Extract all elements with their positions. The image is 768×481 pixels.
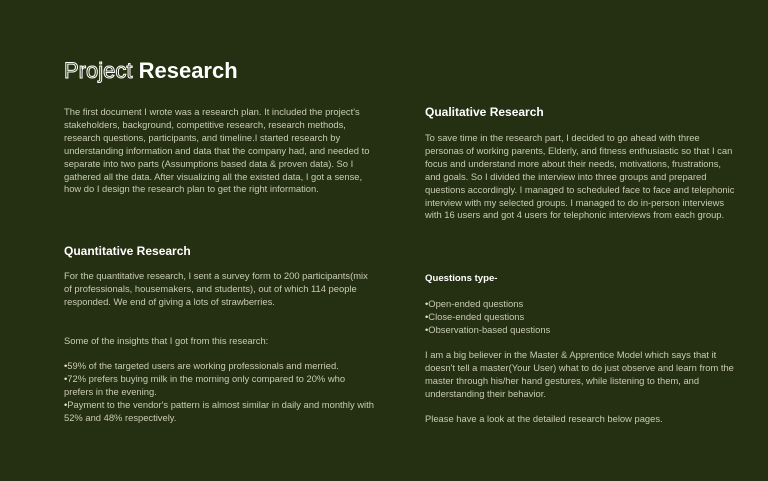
page-title-solid: Research [132, 58, 238, 83]
quantitative-body: For the quantitative research, I sent a survey form to 200 participants(mix of professionals, housemakers, and students), out of which 114 people responded. We end of giving a lots of strawberries. [64, 270, 368, 307]
qualitative-section [425, 105, 735, 119]
list-item: • 59% of the targeted users are working professionals and merried. [64, 360, 376, 373]
insights-intro: Some of the insights that I got from this research: [64, 335, 269, 346]
questions-list-block [425, 298, 735, 337]
questions-section [425, 273, 735, 284]
closing-block [425, 413, 735, 426]
questions-heading: Questions type- [425, 273, 498, 284]
qualitative-heading: Qualitative Research [425, 105, 544, 119]
insights-block [64, 335, 376, 348]
insights-list [64, 360, 376, 425]
closing-paragraph: Please have a look at the detailed research below pages. [425, 413, 663, 424]
intro-paragraph: The first document I wrote was a research plan. It included the project's stakeholders, background, competitive research, research methods, research questions, participants, and timeline.I started research by understanding information and data that the company had, and needed to separate into two parts (Assumptions based data & proven data). So I gathered all the data. After visualizing all the existed data, I got a sense, how do I design the research plan to get the right information. [64, 106, 370, 195]
list-item: • Open-ended questions [425, 298, 735, 311]
quantitative-section [64, 244, 376, 258]
quantitative-body-block [64, 270, 376, 309]
page-title-outlined: Project [64, 58, 133, 83]
intro-section [64, 106, 376, 196]
list-item: • Payment to the vendor's pattern is almost similar in daily and monthly with 52% and 48% respectively. [64, 399, 376, 425]
insights-list-block [64, 360, 376, 425]
qualitative-body-block [425, 132, 735, 222]
master-apprentice-paragraph: I am a big believer in the Master & Apprentice Model which says that it doesn't tell a master(Your User) what to do just observe and learn from the master through his/her hand gestures, while listening to them, and understanding their behavior. [425, 349, 734, 399]
question-types-list [425, 298, 735, 337]
list-item: • Close-ended questions [425, 311, 735, 324]
quantitative-heading: Quantitative Research [64, 244, 191, 258]
page-title [64, 58, 238, 84]
list-item: • Observation-based questions [425, 324, 735, 337]
model-block [425, 349, 735, 401]
qualitative-body: To save time in the research part, I decided to go ahead with three personas of working parents, Elderly, and fitness enthusiastic so that I can focus and understand more about their needs, motivations, frustrations, and goals. So I divided the interview into three groups and prepared questions accordingly. I managed to scheduled face to face and telephonic interview with my selected groups. I managed to do in-person interviews with 16 users and got 4 users for telephonic interviews from each group. [425, 132, 735, 221]
list-item: • 72% prefers buying milk in the morning only compared to 20% who prefers in the evening. [64, 373, 376, 399]
